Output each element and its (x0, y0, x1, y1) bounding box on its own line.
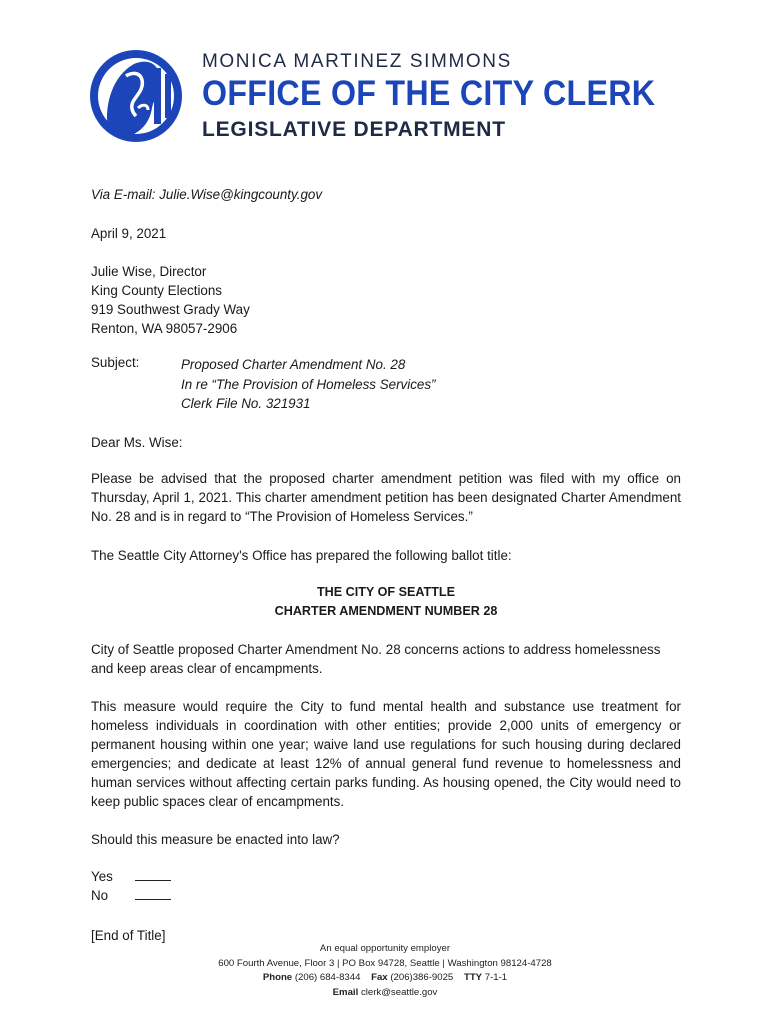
tty-label: TTY (463, 972, 483, 983)
vote-yes-blank (135, 868, 171, 881)
via-email-line: Via E-mail: Julie.Wise@kingcounty.gov (91, 187, 323, 202)
vote-option-yes (91, 868, 171, 887)
ballot-question: Should this measure be enacted into law? (91, 832, 340, 847)
vote-no-label: No (91, 888, 109, 903)
footer-contact (85, 971, 685, 986)
letterhead (86, 46, 656, 146)
vote-no-blank (135, 887, 171, 900)
address-line: 919 Southwest Grady Way (91, 302, 250, 317)
paragraph-measure: This measure would require the City to fund mental health and substance use treatment for homeless individuals in coordination with other entities; provide 2,000 units of emergency or permanent housing within one year; waive land use regulations for such housing during declared emergencies; and dedicate at least 12% of annual general fund revenue to homelessness and human services without affecting certain parks funding. As housing opened, the City would need to keep public spaces clear of encampments. (91, 699, 681, 809)
recipient-address (91, 262, 681, 338)
address-line: Renton, WA 98057-2906 (91, 321, 238, 336)
vote-option-no (91, 887, 171, 906)
paragraph-filing: Please be advised that the proposed charter amendment petition was filed with my office on Thursday, April 1, 2021. This charter amendment petition has been designated Charter Amendment No. 28 and is in regard to “The Provision of Homeless Services.” (91, 471, 681, 524)
end-of-title: [End of Title] (91, 928, 166, 943)
ballot-title-heading (91, 583, 681, 621)
office-title: OFFICE OF THE CITY CLERK (202, 74, 656, 113)
subject-line: Clerk File No. 321931 (181, 396, 311, 411)
email-label: Email (332, 986, 359, 998)
vote-yes-label: Yes (91, 869, 113, 884)
subject-line: In re “The Provision of Homeless Services” (181, 376, 436, 392)
address-line: King County Elections (91, 283, 223, 298)
clerk-name: MONICA MARTINEZ SIMMONS (202, 51, 512, 72)
department-title: LEGISLATIVE DEPARTMENT (202, 118, 506, 141)
salutation: Dear Ms. Wise: (91, 435, 183, 450)
address-line: Julie Wise, Director (91, 264, 207, 279)
footer (85, 942, 685, 1000)
footer-address: 600 Fourth Avenue, Floor 3 | PO Box 94728, Seattle | Washington 98124-4728 (218, 957, 552, 969)
footer-email (85, 986, 685, 1001)
subject-lines (181, 355, 436, 414)
fax-number: (206)386-9025 (390, 972, 454, 983)
letter-date: April 9, 2021 (91, 226, 167, 241)
ballot-title-line1: THE CITY OF SEATTLE (316, 585, 456, 599)
fax-label: Fax (371, 972, 388, 983)
phone-label: Phone (262, 972, 293, 983)
ballot-title-line2: CHARTER AMENDMENT NUMBER 28 (274, 604, 498, 618)
subject-line: Proposed Charter Amendment No. 28 (181, 357, 406, 372)
footer-eoe: An equal opportunity employer (319, 943, 451, 954)
paragraph-ballot-intro: The Seattle City Attorney's Office has prepared the following ballot title: (91, 548, 512, 563)
email-address[interactable]: clerk@seattle.gov (360, 986, 438, 998)
subject-label: Subject: (91, 355, 140, 370)
tty-number: 7-1-1 (484, 972, 508, 983)
seattle-seal-logo-icon (86, 46, 184, 146)
phone-number: (206) 684-8344 (294, 972, 361, 983)
paragraph-concerns: City of Seattle proposed Charter Amendment No. 28 concerns actions to address homelessness and keep areas clear of encampments. (91, 642, 661, 676)
